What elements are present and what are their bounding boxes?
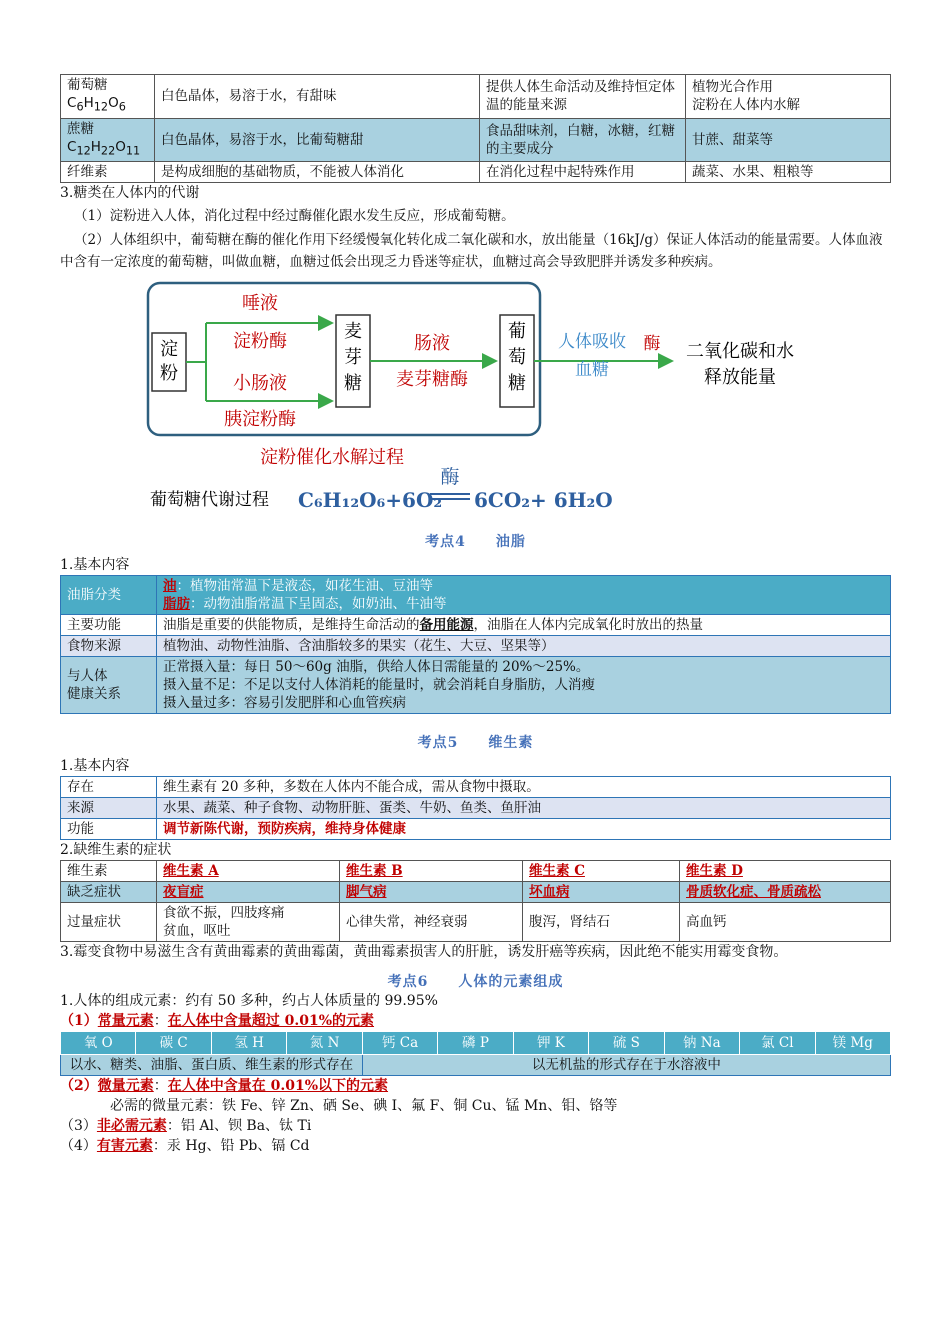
point4-heading: 考点4 油脂 (425, 534, 526, 551)
sugar-name-cell: 纤维素 (61, 162, 155, 183)
fat-food-text: 植物油、动物性油脂、含油脂较多的果实（花生、大豆、坚果等） (157, 636, 891, 657)
equation-enzyme: 酶 (440, 466, 460, 489)
table-row: 来源 水果、蔬菜、种子食物、动物肝脏、蛋类、牛奶、鱼类、鱼肝油 (61, 798, 891, 819)
intestinal-juice-label: 肠液 (414, 333, 450, 355)
small-intestine-label: 小肠液 (233, 373, 287, 395)
product-label: 二氧化碳和水 (686, 341, 794, 363)
element-table (60, 1031, 891, 1076)
saliva-label: 唾液 (242, 293, 278, 315)
sugar-function: 食品甜味剂，白糖，冰糖，红糖的主要成分 (480, 118, 686, 162)
table-row (61, 162, 891, 183)
svg-text:萄: 萄 (508, 347, 526, 369)
sugar-function: 在消化过程中起特殊作用 (480, 162, 686, 183)
micro-detail: 必需的微量元素：铁 Fe、锌 Zn、硒 Se、碘 I、氟 F、铜 Cu、锰 Mn、钼、铬等 (110, 1098, 618, 1115)
point5-sub: 1.基本内容 (60, 758, 130, 775)
fat-table (60, 575, 891, 714)
product-label: 释放能量 (704, 367, 776, 389)
sugar-source: 蔬菜、水果、粗粮等 (686, 162, 891, 183)
svg-text:葡: 葡 (508, 321, 526, 343)
metabolism-p2: （2）人体组织中，葡萄糖在酶的催化作用下经缓慢氧化转化成二氧化碳和水，放出能量（16kJ/g）保证人体活动的能量需要。人体血液中含有一定浓度的葡萄糖，叫做血糖，血糖过低会出现乏力昏迷等症状，血糖过高会导致肥胖并诱发多种疾病。 (60, 232, 883, 271)
sugar-formula: $C_6H_{12}O_6$ (67, 95, 126, 114)
fat-func-text: 油脂是重要的供能物质，是维持生命活动的备用能源，油脂在人体内完成氧化时放出的热量 (157, 615, 891, 636)
equation-label: 葡萄糖代谢过程 (150, 490, 269, 511)
fat-class-text: 油：植物油常温下是液态，如花生油、豆油等 脂肪：动物油脂常温下呈固态，如奶油、牛油等 (157, 576, 891, 615)
table-row: 过量症状 食欲不振，四肢疼痛 贫血，呕吐 心律失常，神经衰弱 腹泻，肾结石 高血钙 (61, 903, 891, 942)
sugar-table (60, 74, 891, 183)
starch-char: 淀 (160, 339, 178, 361)
sugar-property: 是构成细胞的基础物质，不能被人体消化 (155, 162, 480, 183)
table-row: 缺乏症状 夜盲症 脚气病 坏血病 骨质软化症、骨质疏松 (61, 882, 891, 903)
table-row (61, 615, 891, 636)
table-row: 以水、糖类、油脂、蛋白质、维生素的形式存在 以无机盐的形式存在于水溶液中 (61, 1055, 891, 1076)
page (60, 74, 891, 1156)
vitamin-basic-table (60, 776, 891, 840)
point4-sub: 1.基本内容 (60, 557, 130, 574)
vitamin-symptom-table (60, 860, 891, 942)
nonessential-line: （3）非必需元素：铝 Al、钡 Ba、钛 Ti (60, 1118, 312, 1135)
svg-text:芽: 芽 (344, 347, 362, 369)
point5-sub2: 2.缺维生素的症状 (60, 842, 172, 859)
fat-class-label: 油脂分类 (61, 576, 157, 615)
sugar-property: 白色晶体，易溶于水，比葡萄糖甜 (155, 118, 480, 162)
fat-food-label: 食物来源 (61, 636, 157, 657)
point6-line1: 1.人体的组成元素：约有 50 多种，约占人体质量的 99.95% (60, 993, 438, 1010)
table-row: 存在 维生素有 20 多种，多数在人体内不能合成，需从食物中摄取。 (61, 777, 891, 798)
table-row (61, 657, 891, 714)
maltase-label: 麦芽糖酶 (396, 369, 468, 391)
starch-hydrolysis-diagram (60, 279, 891, 519)
point5-heading: 考点5 维生素 (417, 735, 534, 752)
table-row (61, 576, 891, 615)
metabolism-p1: （1）淀粉进入人体，消化过程中经过酶催化跟水发生反应，形成葡萄糖。 (74, 208, 515, 225)
sugar-name-cell: 蔗糖 $C_{12}H_{22}O_{11}$ (61, 118, 155, 162)
diagram-caption: 淀粉催化水解过程 (260, 447, 404, 469)
point5-p3: 3.霉变食物中易滋生含有黄曲霉素的黄曲霉菌，黄曲霉素损害人的肝脏，诱发肝癌等疾病，因此绝不能实用霉变食物。 (60, 944, 788, 961)
element-row: 氧 O 碳 C 氢 H 氮 N 钙 Ca 磷 P 钾 K 硫 S 钠 Na 氯 Cl 镁 Mg (61, 1032, 891, 1055)
sugar-name-cell (61, 75, 155, 119)
starch-char: 粉 (160, 363, 178, 385)
svg-text:糖: 糖 (344, 373, 362, 395)
sugar-function: 提供人体生命活动及维持恒定体温的能量来源 (480, 75, 686, 119)
enzyme-label: 酶 (643, 334, 661, 355)
sugar-property: 白色晶体，易溶于水，有甜味 (155, 75, 480, 119)
absorb-label: 人体吸收 (558, 332, 626, 353)
equation-right: 6CO₂+ 6H₂O (474, 488, 613, 513)
sugar-source: 植物光合作用 淀粉在人体内水解 (686, 75, 891, 119)
point6-heading: 考点6 人体的元素组成 (387, 974, 564, 991)
table-row (61, 75, 891, 119)
table-row (61, 636, 891, 657)
pancreatic-amylase-label: 胰淀粉酶 (224, 409, 296, 431)
table-row (61, 118, 891, 162)
fat-health-label: 与人体 健康关系 (61, 657, 157, 714)
sugar-source: 甘蔗、甜菜等 (686, 118, 891, 162)
blood-sugar-label: 血糖 (575, 360, 609, 381)
table-row: 维生素 维生素 A 维生素 B 维生素 C 维生素 D (61, 861, 891, 882)
sugar-formula: $C_{12}H_{22}O_{11}$ (67, 138, 141, 158)
fat-health-text: 正常摄入量：每日 50～60g 油脂，供给人体日需能量的 20%～25%。 摄入量不足：不足以支付人体消耗的能量时，就会消耗自身脂肪，人消瘦 摄入量过多：容易引发肥胖和心血管疾病 (157, 657, 891, 714)
sugar-name: 葡萄糖 (67, 77, 108, 93)
micro-line: （2）微量元素：在人体中含量在 0.01%以下的元素 (60, 1078, 389, 1095)
metabolism-title: 3.糖类在人体内的代谢 (60, 185, 200, 202)
amylase-label: 淀粉酶 (233, 331, 287, 353)
svg-text:糖: 糖 (508, 373, 526, 395)
equation-left: C₆H₁₂O₆+6O₂ (298, 488, 443, 513)
macro-line: （1）常量元素：在人体中含量超过 0.01%的元素 (60, 1013, 375, 1030)
svg-text:麦: 麦 (344, 321, 362, 343)
fat-func-label: 主要功能 (61, 615, 157, 636)
table-row: 功能 调节新陈代谢，预防疾病，维持身体健康 (61, 819, 891, 840)
harmful-line: （4）有害元素：汞 Hg、铅 Pb、镉 Cd (60, 1138, 310, 1155)
